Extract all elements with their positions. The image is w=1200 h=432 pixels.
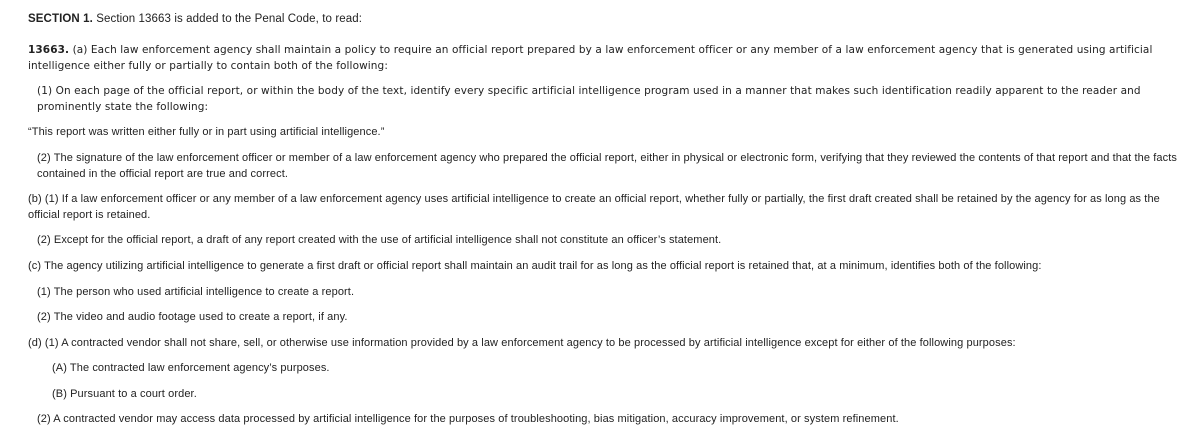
paragraph-a-1: (1) On each page of the official report, or within the body of the text, identify every specific artificial intelligence program used in a manner that makes such identification readily apparent to the reader and prominently state the following: (37, 85, 1141, 113)
paragraph-c: (c) The agency utilizing artificial intelligence to generate a first draft or official report shall maintain an audit trail for as long as the official report is retained that, at a minimum, identifies both of the following: (28, 260, 1042, 272)
section-heading (28, 12, 1188, 28)
paragraph-d-1: (d) (1) A contracted vendor shall not share, sell, or otherwise use information provided by a law enforcement agency to be processed by artificial intelligence except for either of the following purposes: (28, 337, 1016, 349)
paragraph-d-2: (2) A contracted vendor may access data processed by artificial intelligence for the purposes of troubleshooting, bias mitigation, accuracy improvement, or system refinement. (37, 413, 899, 425)
paragraph-b-1: (b) (1) If a law enforcement officer or any member of a law enforcement agency uses artificial intelligence to create an official report, whether fully or partially, the first draft created shall be retained by the agency for as long as the official report is retained. (28, 193, 1160, 221)
paragraph-a-2: (2) The signature of the law enforcement officer or member of a law enforcement agency who prepared the official report, either in physical or electronic form, verifying that they reviewed the contents of that report and that the facts contained in the official report are true and correct. (37, 152, 1177, 180)
paragraph-d-1-B: (B) Pursuant to a court order. (52, 388, 197, 400)
quoted-statement: “This report was written either fully or in part using artificial intelligence.” (28, 126, 385, 138)
paragraph-13663-a (28, 43, 1183, 74)
paragraph-c-1: (1) The person who used artificial intelligence to create a report. (37, 286, 355, 298)
section-label: SECTION 1. (28, 13, 93, 25)
paragraph-13663-a-text: (a) Each law enforcement agency shall maintain a policy to require an official report prepared by a law enforcement officer or any member of a law enforcement agency that is generated using artificial intelligence either fully or partially to contain both of the following: (28, 44, 1153, 72)
section-heading-text: Section 13663 is added to the Penal Code, to read: (92, 13, 363, 25)
paragraph-c-2: (2) The video and audio footage used to create a report, if any. (37, 311, 348, 323)
paragraph-b-2: (2) Except for the official report, a draft of any report created with the use of artificial intelligence shall not constitute an officer’s statement. (37, 234, 722, 246)
section-number-label: 13663. (28, 44, 70, 56)
paragraph-d-1-A: (A) The contracted law enforcement agency’s purposes. (52, 362, 330, 374)
